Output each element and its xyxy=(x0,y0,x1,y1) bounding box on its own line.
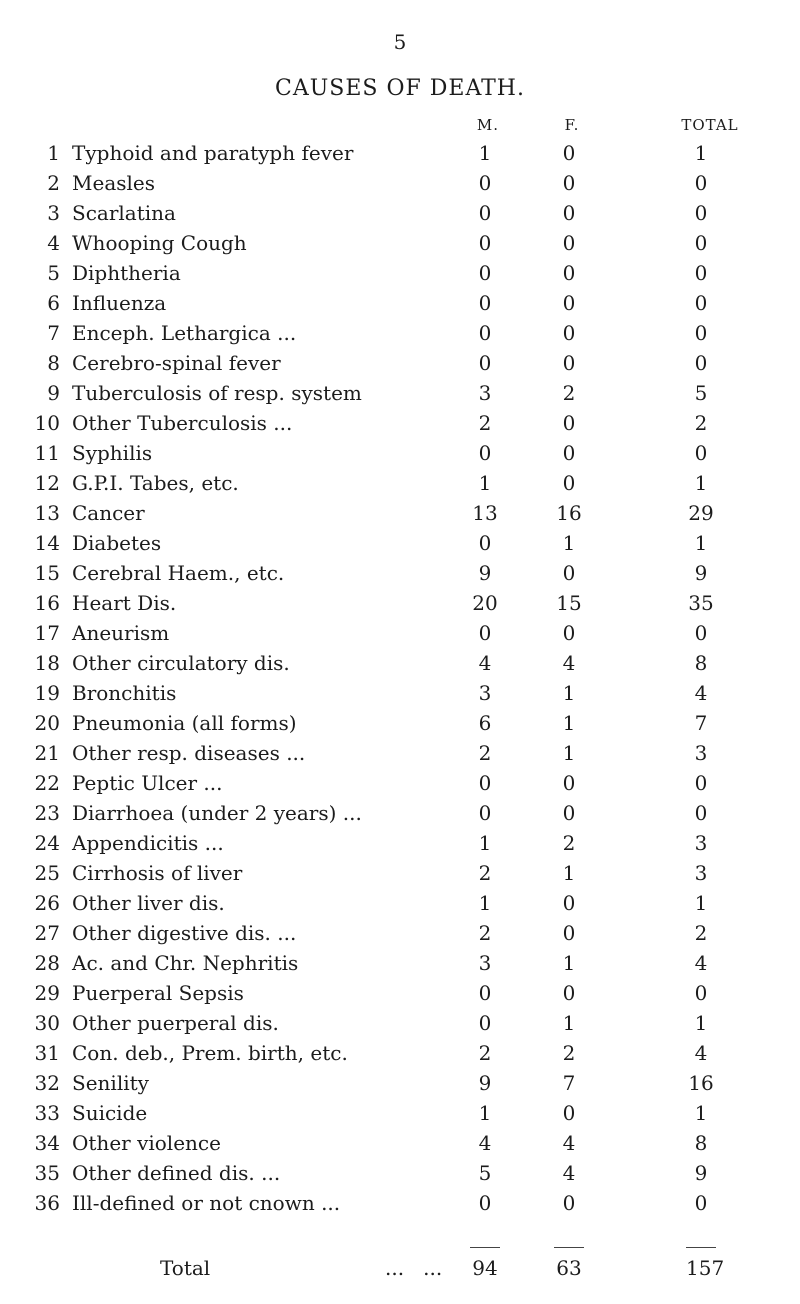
table-row xyxy=(0,1131,800,1164)
female-count: 4 xyxy=(562,1131,576,1155)
row-number: 1 xyxy=(47,141,60,165)
total-label: Total xyxy=(160,1256,211,1280)
row-number: 32 xyxy=(34,1071,60,1095)
table-row xyxy=(0,801,800,834)
total-count: 29 xyxy=(688,501,714,525)
male-count: 3 xyxy=(478,951,492,975)
table-row xyxy=(0,1071,800,1104)
column-header-total: TOTAL xyxy=(681,116,739,134)
cause-name: Diphtheria xyxy=(72,261,181,285)
row-number: 12 xyxy=(34,471,60,495)
cause-name: Other defined dis. ... xyxy=(72,1161,281,1185)
female-count: 1 xyxy=(562,531,576,555)
table-row xyxy=(0,321,800,354)
row-number: 8 xyxy=(47,351,60,375)
table-row xyxy=(0,981,800,1014)
total-count: 0 xyxy=(694,261,708,285)
male-count: 3 xyxy=(478,381,492,405)
row-number: 18 xyxy=(34,651,60,675)
female-count: 0 xyxy=(562,201,576,225)
row-number: 21 xyxy=(34,741,60,765)
table-row xyxy=(0,651,800,684)
row-number: 15 xyxy=(34,561,60,585)
female-count: 0 xyxy=(562,171,576,195)
total-count: 16 xyxy=(688,1071,714,1095)
total-count: 8 xyxy=(694,1131,708,1155)
total-count: 3 xyxy=(694,831,708,855)
male-count: 0 xyxy=(478,231,492,255)
total-count: 9 xyxy=(694,1161,708,1185)
table-row xyxy=(0,711,800,744)
female-count: 0 xyxy=(562,921,576,945)
row-number: 34 xyxy=(34,1131,60,1155)
table-row xyxy=(0,681,800,714)
female-count: 0 xyxy=(562,621,576,645)
cause-name: Suicide xyxy=(72,1101,148,1125)
female-count: 0 xyxy=(562,141,576,165)
male-count: 1 xyxy=(478,141,492,165)
male-count: 1 xyxy=(478,471,492,495)
male-count: 0 xyxy=(478,441,492,465)
cause-name: Cerebro-spinal fever xyxy=(72,351,281,375)
male-count: 4 xyxy=(478,651,492,675)
total-count: 0 xyxy=(694,351,708,375)
male-count: 0 xyxy=(478,531,492,555)
cause-name: Puerperal Sepsis xyxy=(72,981,244,1005)
table-row xyxy=(0,1161,800,1194)
female-count: 0 xyxy=(562,891,576,915)
table-row xyxy=(0,1191,800,1224)
table-row xyxy=(0,291,800,324)
total-row xyxy=(0,1256,800,1289)
cause-name: Tuberculosis of resp. system xyxy=(72,381,362,405)
cause-name: Other violence xyxy=(72,1131,221,1155)
row-number: 5 xyxy=(47,261,60,285)
male-count: 2 xyxy=(478,411,492,435)
cause-name: Con. deb., Prem. birth, etc. xyxy=(72,1041,348,1065)
cause-name: Other resp. diseases ... xyxy=(72,741,306,765)
cause-name: Syphilis xyxy=(72,441,153,465)
cause-name: Other circulatory dis. xyxy=(72,651,290,675)
female-count: 7 xyxy=(562,1071,576,1095)
male-count: 2 xyxy=(478,741,492,765)
row-number: 6 xyxy=(47,291,60,315)
total-all: 157 xyxy=(686,1256,725,1280)
table-row xyxy=(0,441,800,474)
female-count: 0 xyxy=(562,981,576,1005)
male-count: 4 xyxy=(478,1131,492,1155)
total-count: 0 xyxy=(694,1191,708,1215)
female-count: 0 xyxy=(562,1191,576,1215)
female-count: 0 xyxy=(562,291,576,315)
row-number: 33 xyxy=(34,1101,60,1125)
total-count: 1 xyxy=(694,1011,708,1035)
female-count: 2 xyxy=(562,381,576,405)
total-female: 63 xyxy=(556,1256,582,1280)
cause-name: Ac. and Chr. Nephritis xyxy=(72,951,299,975)
female-count: 0 xyxy=(562,471,576,495)
female-count: 2 xyxy=(562,831,576,855)
table-row xyxy=(0,471,800,504)
total-count: 0 xyxy=(694,621,708,645)
male-count: 20 xyxy=(472,591,498,615)
row-number: 22 xyxy=(34,771,60,795)
total-count: 0 xyxy=(694,231,708,255)
row-number: 11 xyxy=(34,441,60,465)
cause-name: Appendicitis ... xyxy=(72,831,224,855)
total-count: 1 xyxy=(694,471,708,495)
cause-name: Scarlatina xyxy=(72,201,176,225)
female-count: 4 xyxy=(562,1161,576,1185)
sum-rule-total xyxy=(686,1247,716,1248)
total-count: 4 xyxy=(694,1041,708,1065)
female-count: 15 xyxy=(556,591,582,615)
total-count: 0 xyxy=(694,801,708,825)
total-count: 8 xyxy=(694,651,708,675)
total-count: 0 xyxy=(694,171,708,195)
row-number: 25 xyxy=(34,861,60,885)
cause-name: Other Tuberculosis ... xyxy=(72,411,293,435)
cause-name: Bronchitis xyxy=(72,681,177,705)
male-count: 0 xyxy=(478,171,492,195)
row-number: 2 xyxy=(47,171,60,195)
table-row xyxy=(0,231,800,264)
page-title: CAUSES OF DEATH. xyxy=(275,76,525,101)
row-number: 7 xyxy=(47,321,60,345)
total-male: 94 xyxy=(472,1256,498,1280)
male-count: 0 xyxy=(478,1191,492,1215)
male-count: 2 xyxy=(478,861,492,885)
total-count: 7 xyxy=(694,711,708,735)
table-row xyxy=(0,201,800,234)
row-number: 16 xyxy=(34,591,60,615)
male-count: 2 xyxy=(478,921,492,945)
female-count: 4 xyxy=(562,651,576,675)
cause-name: Aneurism xyxy=(72,621,170,645)
page-number: 5 xyxy=(393,30,407,54)
cause-name: Measles xyxy=(72,171,155,195)
female-count: 0 xyxy=(562,231,576,255)
male-count: 2 xyxy=(478,1041,492,1065)
cause-name: Cerebral Haem., etc. xyxy=(72,561,285,585)
row-number: 24 xyxy=(34,831,60,855)
cause-name: Heart Dis. xyxy=(72,591,177,615)
female-count: 1 xyxy=(562,861,576,885)
cause-name: Diarrhoea (under 2 years) ... xyxy=(72,801,362,825)
table-row xyxy=(0,531,800,564)
row-number: 23 xyxy=(34,801,60,825)
female-count: 1 xyxy=(562,951,576,975)
male-count: 1 xyxy=(478,1101,492,1125)
total-count: 3 xyxy=(694,741,708,765)
cause-name: G.P.I. Tabes, etc. xyxy=(72,471,239,495)
cause-name: Senility xyxy=(72,1071,149,1095)
female-count: 0 xyxy=(562,561,576,585)
cause-name: Pneumonia (all forms) xyxy=(72,711,297,735)
male-count: 9 xyxy=(478,561,492,585)
cause-name: Typhoid and paratyph fever xyxy=(72,141,354,165)
total-count: 0 xyxy=(694,441,708,465)
male-count: 0 xyxy=(478,621,492,645)
row-number: 31 xyxy=(34,1041,60,1065)
table-row xyxy=(0,141,800,174)
table-row xyxy=(0,261,800,294)
female-count: 0 xyxy=(562,321,576,345)
total-count: 9 xyxy=(694,561,708,585)
row-number: 10 xyxy=(34,411,60,435)
row-number: 14 xyxy=(34,531,60,555)
female-count: 1 xyxy=(562,741,576,765)
row-number: 9 xyxy=(47,381,60,405)
table-row xyxy=(0,741,800,774)
female-count: 0 xyxy=(562,351,576,375)
row-number: 17 xyxy=(34,621,60,645)
row-number: 29 xyxy=(34,981,60,1005)
row-number: 13 xyxy=(34,501,60,525)
total-count: 2 xyxy=(694,411,708,435)
row-number: 36 xyxy=(34,1191,60,1215)
total-count: 0 xyxy=(694,291,708,315)
row-number: 3 xyxy=(47,201,60,225)
male-count: 0 xyxy=(478,291,492,315)
total-count: 0 xyxy=(694,321,708,345)
female-count: 0 xyxy=(562,771,576,795)
cause-name: Cirrhosis of liver xyxy=(72,861,243,885)
male-count: 5 xyxy=(478,1161,492,1185)
table-row xyxy=(0,831,800,864)
table-row xyxy=(0,561,800,594)
cause-name: Cancer xyxy=(72,501,145,525)
male-count: 13 xyxy=(472,501,498,525)
male-count: 1 xyxy=(478,891,492,915)
total-count: 0 xyxy=(694,771,708,795)
male-count: 0 xyxy=(478,1011,492,1035)
male-count: 9 xyxy=(478,1071,492,1095)
total-count: 4 xyxy=(694,951,708,975)
cause-name: Peptic Ulcer ... xyxy=(72,771,223,795)
table-row xyxy=(0,921,800,954)
cause-name: Whooping Cough xyxy=(72,231,247,255)
female-count: 0 xyxy=(562,801,576,825)
cause-name: Diabetes xyxy=(72,531,162,555)
cause-name: Ill-defined or not cnown ... xyxy=(72,1191,341,1215)
row-number: 35 xyxy=(34,1161,60,1185)
female-count: 16 xyxy=(556,501,582,525)
table-row xyxy=(0,171,800,204)
total-count: 0 xyxy=(694,201,708,225)
row-number: 28 xyxy=(34,951,60,975)
table-row xyxy=(0,411,800,444)
male-count: 0 xyxy=(478,321,492,345)
table-row xyxy=(0,501,800,534)
table-row xyxy=(0,771,800,804)
table-row xyxy=(0,891,800,924)
male-count: 0 xyxy=(478,771,492,795)
male-count: 1 xyxy=(478,831,492,855)
dot-leader: ... ... xyxy=(385,1256,443,1280)
row-number: 27 xyxy=(34,921,60,945)
table-row xyxy=(0,381,800,414)
total-count: 5 xyxy=(694,381,708,405)
male-count: 0 xyxy=(478,801,492,825)
cause-name: Influenza xyxy=(72,291,167,315)
table-row xyxy=(0,591,800,624)
row-number: 26 xyxy=(34,891,60,915)
row-number: 20 xyxy=(34,711,60,735)
total-count: 4 xyxy=(694,681,708,705)
total-count: 1 xyxy=(694,891,708,915)
table-row xyxy=(0,621,800,654)
female-count: 0 xyxy=(562,411,576,435)
female-count: 1 xyxy=(562,681,576,705)
total-count: 1 xyxy=(694,141,708,165)
female-count: 2 xyxy=(562,1041,576,1065)
table-row xyxy=(0,861,800,894)
table-row xyxy=(0,951,800,984)
table-row xyxy=(0,1011,800,1044)
female-count: 0 xyxy=(562,441,576,465)
cause-name: Other liver dis. xyxy=(72,891,225,915)
table-row xyxy=(0,351,800,384)
row-number: 30 xyxy=(34,1011,60,1035)
male-count: 3 xyxy=(478,681,492,705)
table-row xyxy=(0,1041,800,1074)
total-count: 35 xyxy=(688,591,714,615)
column-header-female: F. xyxy=(564,116,580,134)
row-number: 4 xyxy=(47,231,60,255)
column-header-male: M. xyxy=(476,116,500,134)
table-row xyxy=(0,1101,800,1134)
female-count: 1 xyxy=(562,1011,576,1035)
cause-name: Other digestive dis. ... xyxy=(72,921,297,945)
total-count: 0 xyxy=(694,981,708,1005)
female-count: 0 xyxy=(562,261,576,285)
male-count: 6 xyxy=(478,711,492,735)
total-count: 1 xyxy=(694,1101,708,1125)
total-count: 2 xyxy=(694,921,708,945)
female-count: 0 xyxy=(562,1101,576,1125)
female-count: 1 xyxy=(562,711,576,735)
male-count: 0 xyxy=(478,981,492,1005)
sum-rule-male xyxy=(470,1247,500,1248)
cause-name: Other puerperal dis. xyxy=(72,1011,279,1035)
male-count: 0 xyxy=(478,201,492,225)
total-count: 1 xyxy=(694,531,708,555)
sum-rule-female xyxy=(554,1247,584,1248)
row-number: 19 xyxy=(34,681,60,705)
male-count: 0 xyxy=(478,351,492,375)
total-count: 3 xyxy=(694,861,708,885)
cause-name: Enceph. Lethargica ... xyxy=(72,321,297,345)
male-count: 0 xyxy=(478,261,492,285)
